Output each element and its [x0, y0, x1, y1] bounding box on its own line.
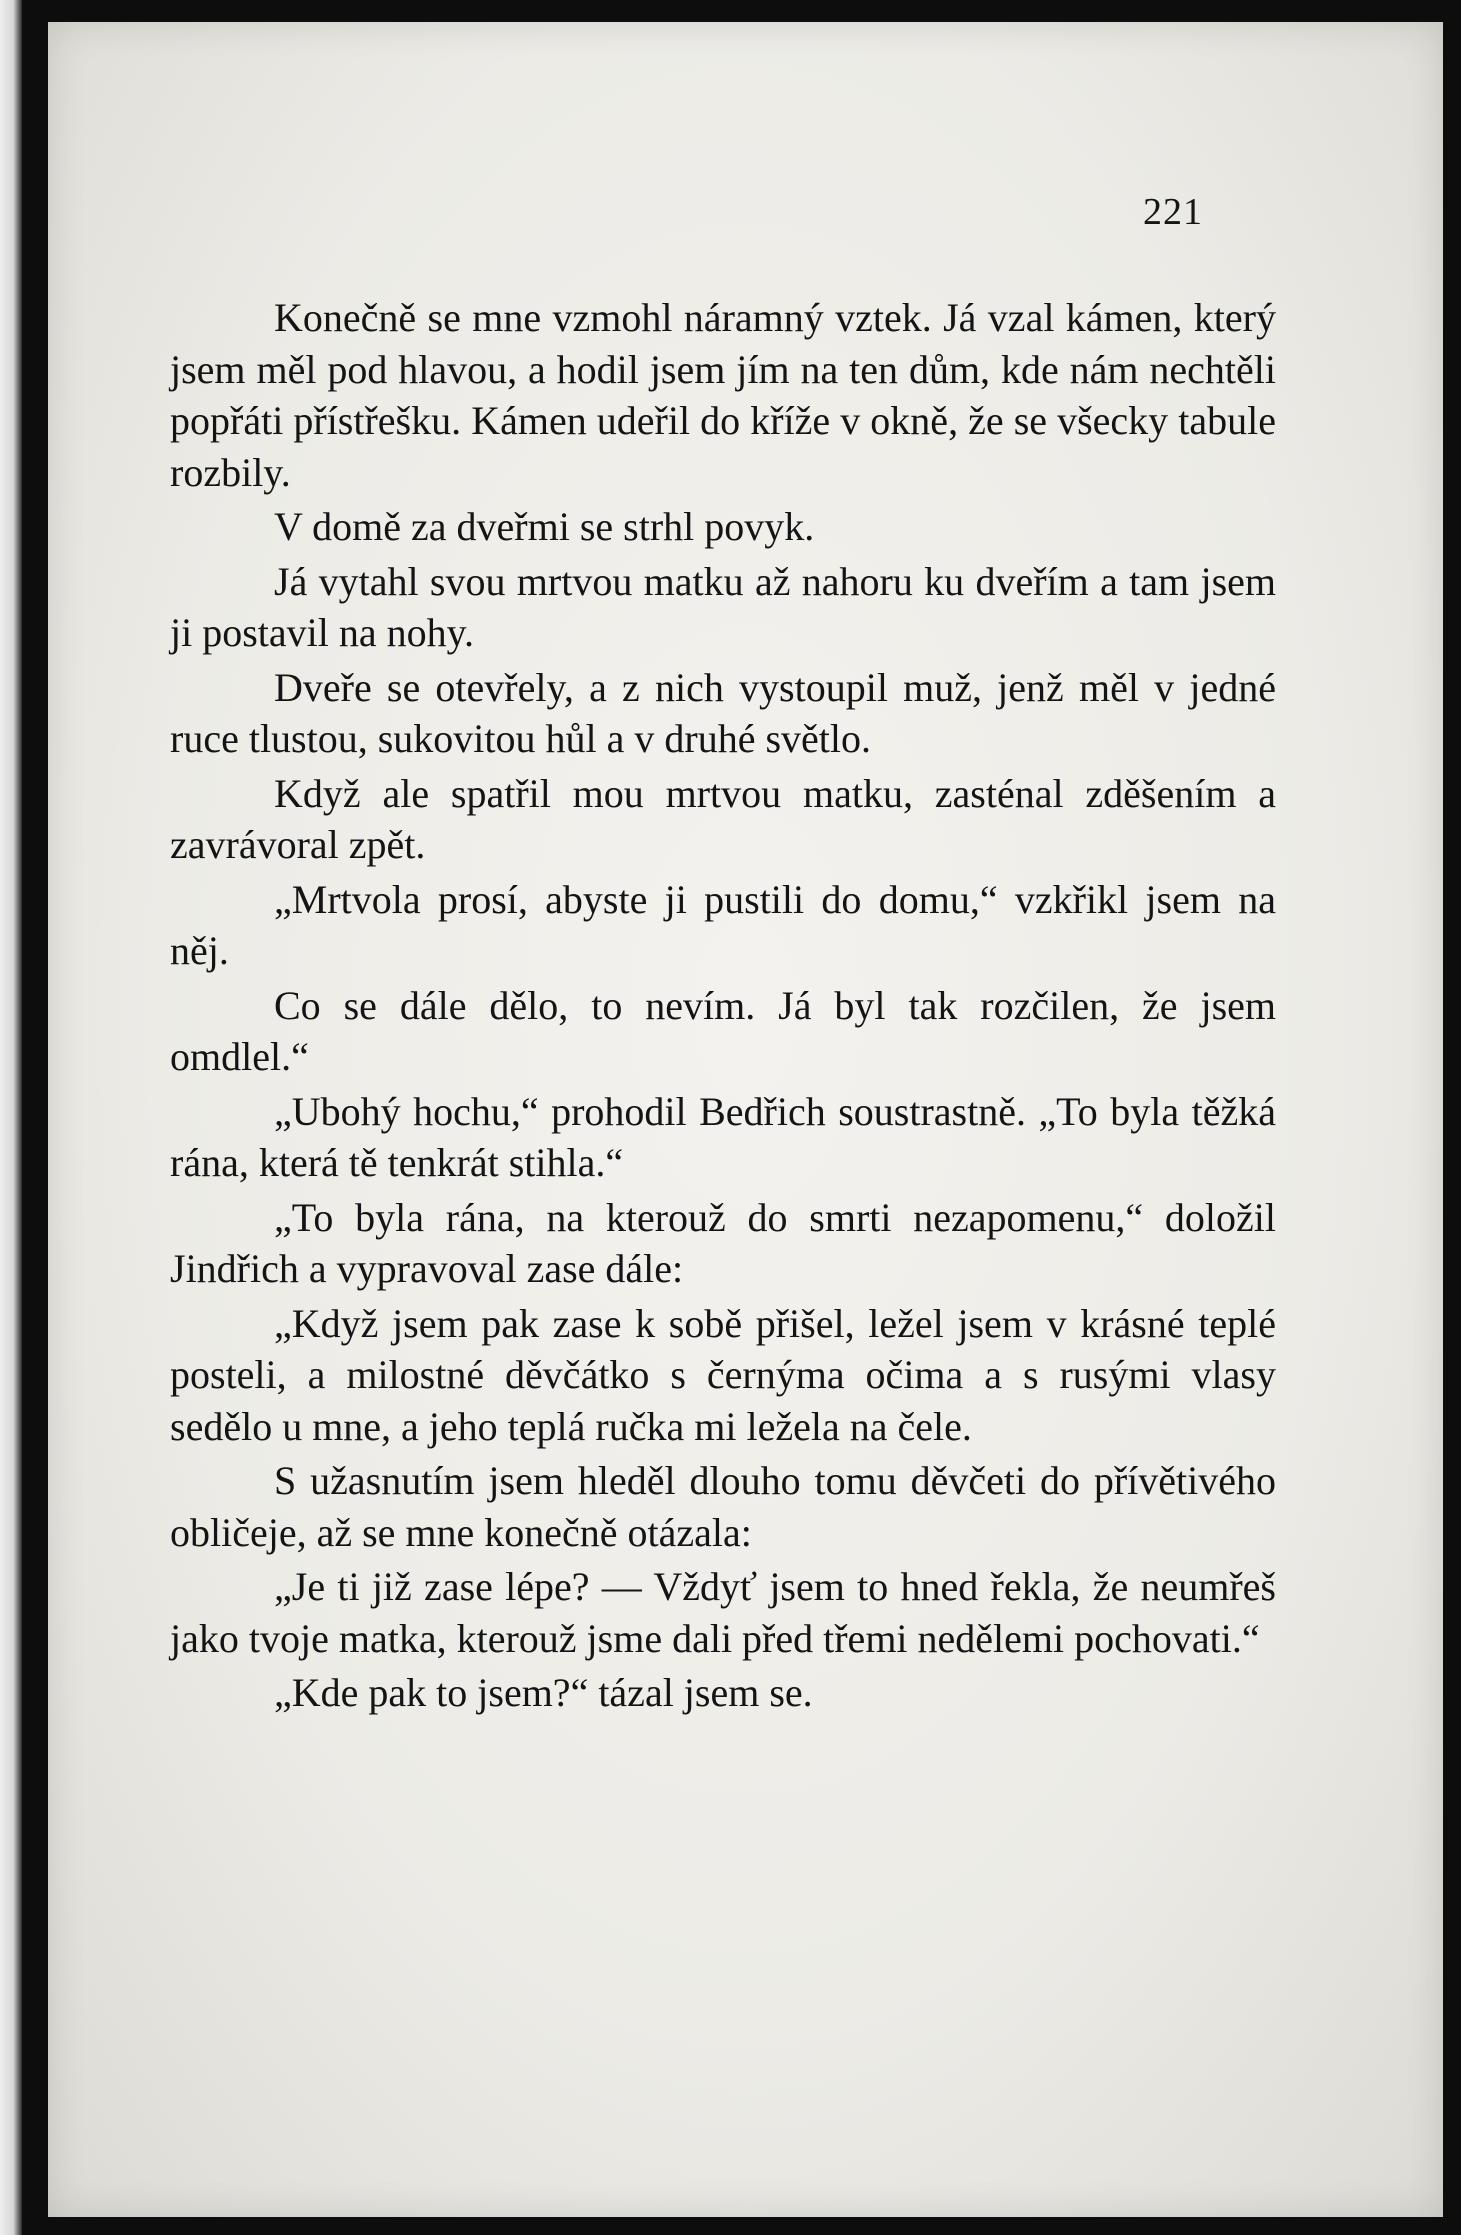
paragraph: „Je ti již zase lépe? — Vždyť jsem to hned řekla, že neumřeš jako tvoje matka, kterouž jsme dali před třemi nedělemi pochovati.“: [170, 1564, 1276, 1661]
paragraph: Konečně se mne vzmohl náramný vztek. Já vzal kámen, který jsem měl pod hlavou, a hodil jsem jím na ten dům, kde nám nechtěli popřáti přístřešku. Kámen udeřil do kříže v okně, že se všecky tabule rozbily.: [170, 295, 1276, 495]
paragraph: „Ubohý hochu,“ prohodil Bedřich soustrastně. „To byla těžká rána, která tě tenkrát stihla.“: [170, 1088, 1276, 1185]
paragraph: Co se dále dělo, to nevím. Já byl tak rozčilen, že jsem omdlel.“: [170, 982, 1276, 1079]
paragraph: Dveře se otevřely, a z nich vystoupil muž, jenž měl v jedné ruce tlustou, sukovitou hůl a v druhé světlo.: [170, 664, 1276, 761]
book-page: [48, 22, 1443, 2217]
paragraph: Já vytahl svou mrtvou matku až nahoru ku dveřím a tam jsem ji postavil na nohy.: [170, 558, 1276, 655]
paragraph: „Když jsem pak zase k sobě přišel, ležel jsem v krásné teplé posteli, a milostné děvčátko s černýma očima a s rusými vlasy sedělo u mne, a jeho teplá ručka mi ležela na čele.: [170, 1300, 1276, 1449]
paragraph: S užasnutím jsem hleděl dlouho tomu děvčeti do přívětivého obličeje, až se mne konečně otázala:: [170, 1458, 1276, 1555]
page-text: [170, 292, 1276, 1719]
paragraph: „To byla rána, na kterouž do smrti nezapomenu,“ doložil Jindřich a vypravoval zase dále:: [170, 1194, 1276, 1291]
paragraph: V domě za dveřmi se strhl povyk.: [274, 504, 815, 549]
paragraph: „Mrtvola prosí, abyste ji pustili do domu,“ vzkřikl jsem na něj.: [170, 876, 1276, 973]
binding-edge: [0, 0, 22, 2235]
paragraph: „Kde pak to jsem?“ tázal jsem se.: [274, 1670, 813, 1715]
page-number: 221: [1143, 191, 1203, 233]
paragraph: Když ale spatřil mou mrtvou matku, zasténal zděšením a zavrávoral zpět.: [170, 770, 1276, 867]
